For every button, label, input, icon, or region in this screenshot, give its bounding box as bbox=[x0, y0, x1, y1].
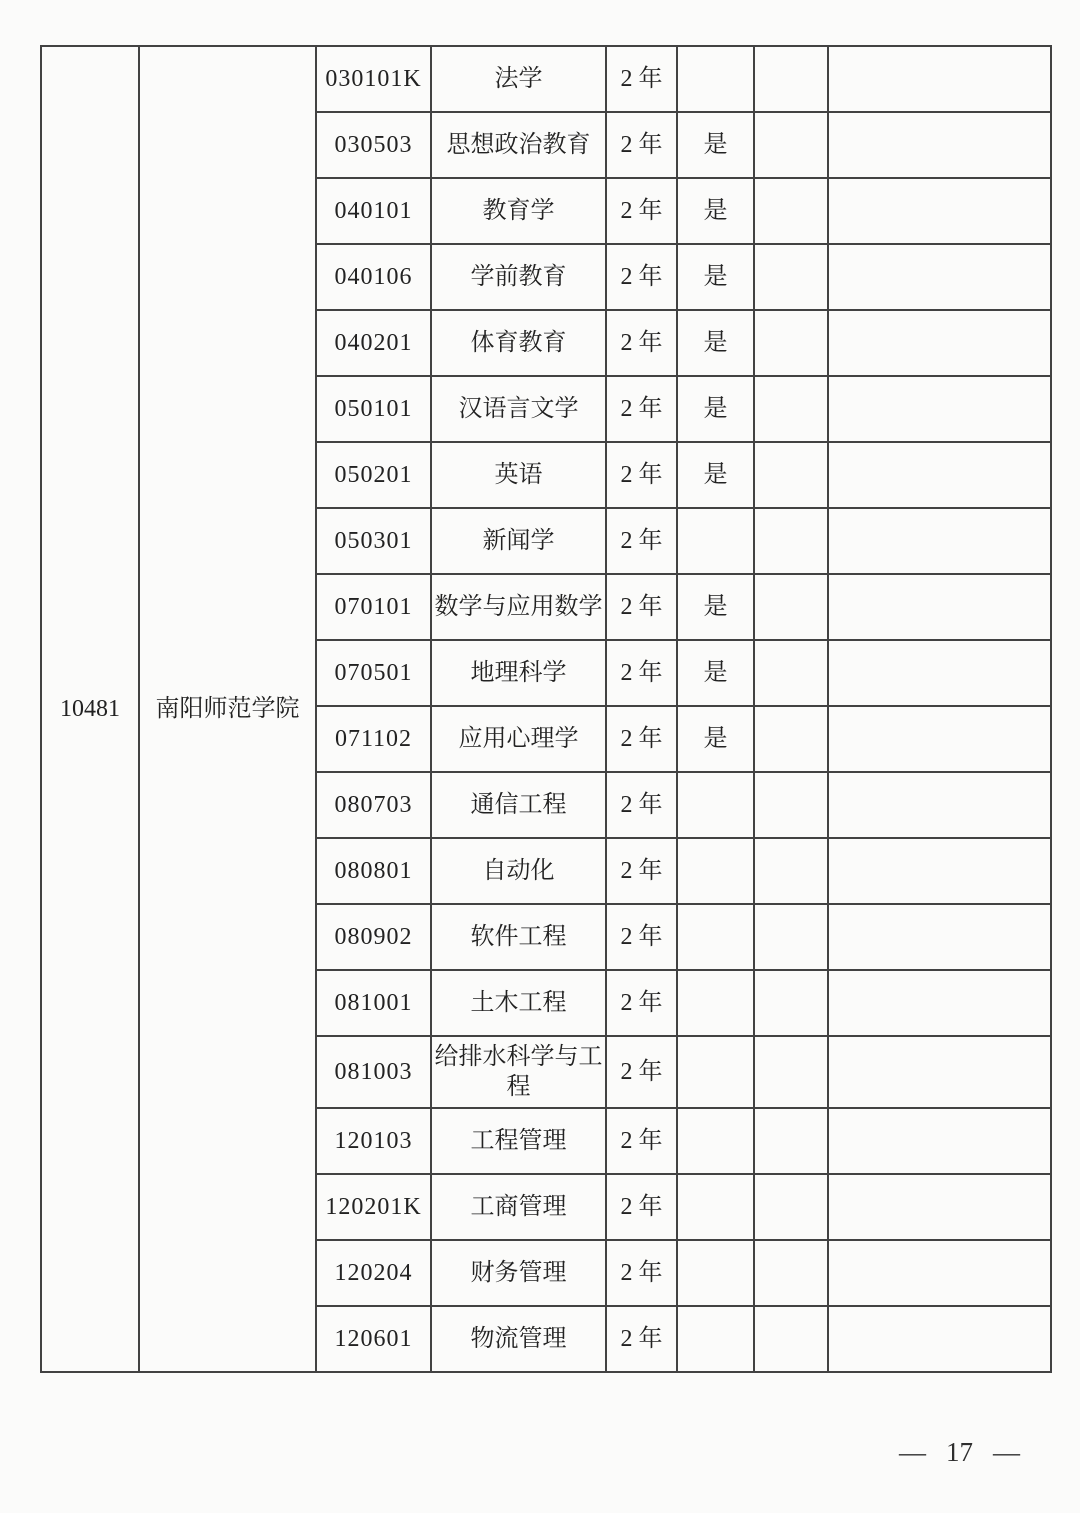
program-table bbox=[40, 45, 1052, 1373]
approved-flag-cell: 是 bbox=[677, 112, 754, 178]
approved-flag-cell: 是 bbox=[677, 574, 754, 640]
program-code-cell: 120103 bbox=[316, 1108, 431, 1174]
program-name-cell: 法学 bbox=[431, 46, 606, 112]
school-code-cell: 10481 bbox=[41, 46, 139, 1372]
duration-cell: 2 年 bbox=[606, 376, 677, 442]
program-code-cell: 080801 bbox=[316, 838, 431, 904]
program-code-cell: 120204 bbox=[316, 1240, 431, 1306]
program-table-body bbox=[41, 46, 1051, 1372]
approved-flag-cell bbox=[677, 1306, 754, 1372]
duration-cell: 2 年 bbox=[606, 178, 677, 244]
program-code-cell: 071102 bbox=[316, 706, 431, 772]
empty-cell-1 bbox=[754, 904, 828, 970]
empty-cell-1 bbox=[754, 1036, 828, 1108]
program-name-cell: 财务管理 bbox=[431, 1240, 606, 1306]
program-code-cell: 030503 bbox=[316, 112, 431, 178]
duration-cell: 2 年 bbox=[606, 838, 677, 904]
empty-cell-1 bbox=[754, 1240, 828, 1306]
program-name-cell: 体育教育 bbox=[431, 310, 606, 376]
empty-cell-1 bbox=[754, 1174, 828, 1240]
duration-cell: 2 年 bbox=[606, 46, 677, 112]
approved-flag-cell: 是 bbox=[677, 442, 754, 508]
empty-cell-1 bbox=[754, 244, 828, 310]
empty-cell-1 bbox=[754, 112, 828, 178]
duration-cell: 2 年 bbox=[606, 1174, 677, 1240]
program-name-cell: 工商管理 bbox=[431, 1174, 606, 1240]
duration-cell: 2 年 bbox=[606, 970, 677, 1036]
program-name-cell: 通信工程 bbox=[431, 772, 606, 838]
program-name-cell: 土木工程 bbox=[431, 970, 606, 1036]
page-footer bbox=[899, 1437, 1020, 1468]
approved-flag-cell bbox=[677, 46, 754, 112]
empty-cell-2 bbox=[828, 178, 1051, 244]
empty-cell-1 bbox=[754, 376, 828, 442]
approved-flag-cell bbox=[677, 1036, 754, 1108]
program-code-cell: 040101 bbox=[316, 178, 431, 244]
empty-cell-1 bbox=[754, 970, 828, 1036]
table-row bbox=[41, 46, 1051, 112]
program-code-cell: 080703 bbox=[316, 772, 431, 838]
program-name-cell: 软件工程 bbox=[431, 904, 606, 970]
program-code-cell: 080902 bbox=[316, 904, 431, 970]
program-code-cell: 081003 bbox=[316, 1036, 431, 1108]
empty-cell-2 bbox=[828, 574, 1051, 640]
program-name-cell: 应用心理学 bbox=[431, 706, 606, 772]
duration-cell: 2 年 bbox=[606, 442, 677, 508]
duration-cell: 2 年 bbox=[606, 1108, 677, 1174]
duration-cell: 2 年 bbox=[606, 1240, 677, 1306]
program-name-cell: 地理科学 bbox=[431, 640, 606, 706]
duration-cell: 2 年 bbox=[606, 112, 677, 178]
empty-cell-2 bbox=[828, 904, 1051, 970]
program-code-cell: 050101 bbox=[316, 376, 431, 442]
empty-cell-1 bbox=[754, 838, 828, 904]
empty-cell-2 bbox=[828, 442, 1051, 508]
program-code-cell: 081001 bbox=[316, 970, 431, 1036]
program-name-cell: 自动化 bbox=[431, 838, 606, 904]
empty-cell-2 bbox=[828, 1174, 1051, 1240]
empty-cell-1 bbox=[754, 46, 828, 112]
duration-cell: 2 年 bbox=[606, 574, 677, 640]
empty-cell-1 bbox=[754, 640, 828, 706]
program-code-cell: 050301 bbox=[316, 508, 431, 574]
program-name-cell: 英语 bbox=[431, 442, 606, 508]
program-name-cell: 物流管理 bbox=[431, 1306, 606, 1372]
empty-cell-1 bbox=[754, 310, 828, 376]
empty-cell-1 bbox=[754, 178, 828, 244]
duration-cell: 2 年 bbox=[606, 904, 677, 970]
approved-flag-cell bbox=[677, 1174, 754, 1240]
program-name-cell: 思想政治教育 bbox=[431, 112, 606, 178]
duration-cell: 2 年 bbox=[606, 640, 677, 706]
program-code-cell: 120601 bbox=[316, 1306, 431, 1372]
approved-flag-cell: 是 bbox=[677, 310, 754, 376]
empty-cell-1 bbox=[754, 508, 828, 574]
program-code-cell: 070101 bbox=[316, 574, 431, 640]
approved-flag-cell: 是 bbox=[677, 640, 754, 706]
empty-cell-2 bbox=[828, 838, 1051, 904]
footer-dash-right: — bbox=[993, 1437, 1020, 1467]
approved-flag-cell bbox=[677, 904, 754, 970]
approved-flag-cell bbox=[677, 970, 754, 1036]
approved-flag-cell bbox=[677, 1240, 754, 1306]
school-name-cell: 南阳师范学院 bbox=[139, 46, 316, 1372]
approved-flag-cell: 是 bbox=[677, 178, 754, 244]
empty-cell-2 bbox=[828, 46, 1051, 112]
empty-cell-1 bbox=[754, 706, 828, 772]
program-code-cell: 040201 bbox=[316, 310, 431, 376]
empty-cell-2 bbox=[828, 112, 1051, 178]
approved-flag-cell: 是 bbox=[677, 244, 754, 310]
empty-cell-2 bbox=[828, 244, 1051, 310]
empty-cell-1 bbox=[754, 574, 828, 640]
empty-cell-2 bbox=[828, 1108, 1051, 1174]
approved-flag-cell bbox=[677, 508, 754, 574]
duration-cell: 2 年 bbox=[606, 706, 677, 772]
program-name-cell: 学前教育 bbox=[431, 244, 606, 310]
page-number: 17 bbox=[946, 1437, 973, 1467]
empty-cell-2 bbox=[828, 1306, 1051, 1372]
duration-cell: 2 年 bbox=[606, 244, 677, 310]
program-code-cell: 040106 bbox=[316, 244, 431, 310]
approved-flag-cell bbox=[677, 772, 754, 838]
program-name-cell: 教育学 bbox=[431, 178, 606, 244]
empty-cell-1 bbox=[754, 1108, 828, 1174]
empty-cell-1 bbox=[754, 442, 828, 508]
empty-cell-2 bbox=[828, 772, 1051, 838]
approved-flag-cell bbox=[677, 1108, 754, 1174]
program-code-cell: 050201 bbox=[316, 442, 431, 508]
duration-cell: 2 年 bbox=[606, 1306, 677, 1372]
duration-cell: 2 年 bbox=[606, 1036, 677, 1108]
duration-cell: 2 年 bbox=[606, 772, 677, 838]
approved-flag-cell bbox=[677, 838, 754, 904]
program-name-cell: 新闻学 bbox=[431, 508, 606, 574]
footer-dash-left: — bbox=[899, 1437, 926, 1467]
program-code-cell: 070501 bbox=[316, 640, 431, 706]
empty-cell-2 bbox=[828, 1036, 1051, 1108]
program-name-cell: 给排水科学与工程 bbox=[431, 1036, 606, 1108]
program-name-cell: 汉语言文学 bbox=[431, 376, 606, 442]
empty-cell-2 bbox=[828, 310, 1051, 376]
duration-cell: 2 年 bbox=[606, 310, 677, 376]
program-code-cell: 120201K bbox=[316, 1174, 431, 1240]
program-name-cell: 数学与应用数学 bbox=[431, 574, 606, 640]
program-name-cell: 工程管理 bbox=[431, 1108, 606, 1174]
empty-cell-1 bbox=[754, 1306, 828, 1372]
empty-cell-2 bbox=[828, 376, 1051, 442]
empty-cell-2 bbox=[828, 1240, 1051, 1306]
empty-cell-2 bbox=[828, 970, 1051, 1036]
approved-flag-cell: 是 bbox=[677, 376, 754, 442]
program-code-cell: 030101K bbox=[316, 46, 431, 112]
empty-cell-1 bbox=[754, 772, 828, 838]
empty-cell-2 bbox=[828, 706, 1051, 772]
duration-cell: 2 年 bbox=[606, 508, 677, 574]
empty-cell-2 bbox=[828, 640, 1051, 706]
empty-cell-2 bbox=[828, 508, 1051, 574]
approved-flag-cell: 是 bbox=[677, 706, 754, 772]
